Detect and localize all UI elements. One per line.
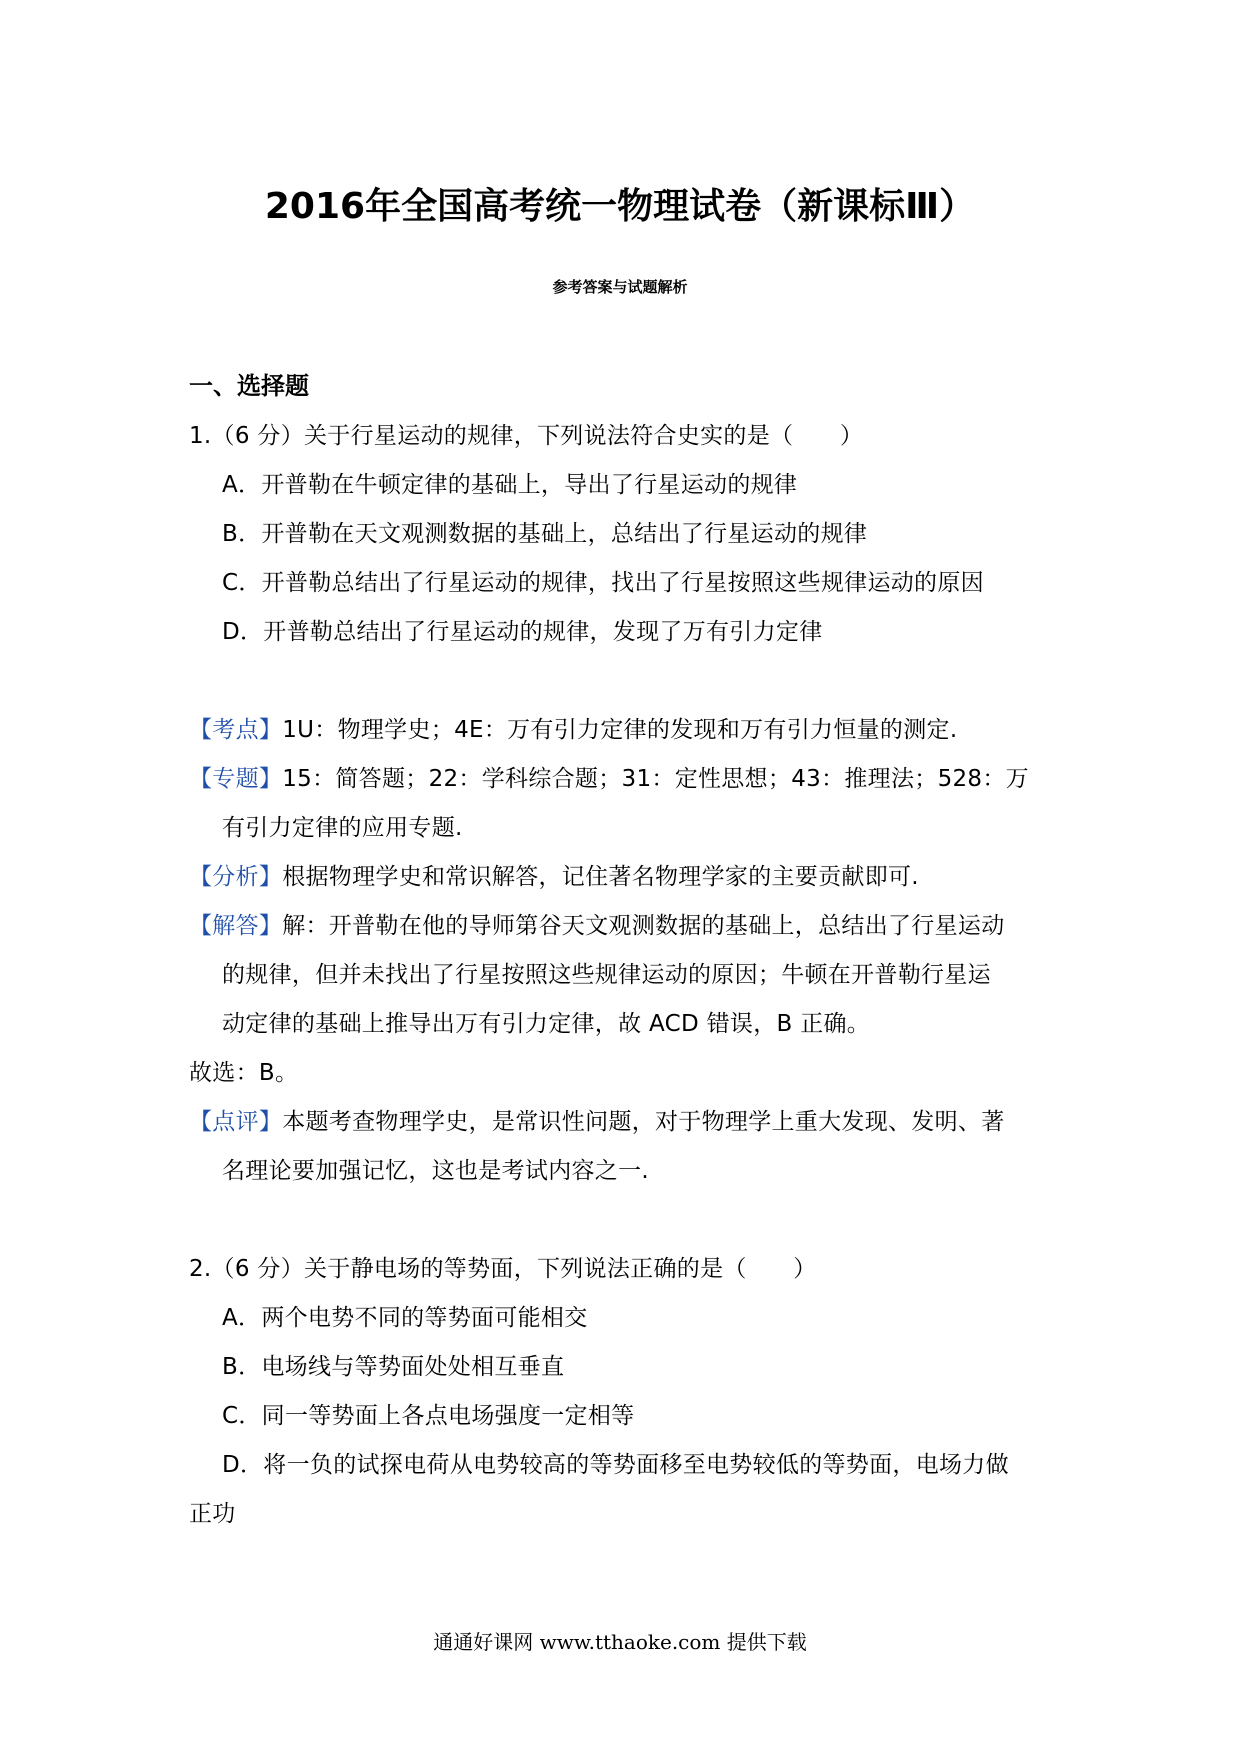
question-1-option-c: C．开普勒总结出了行星运动的规律，找出了行星按照这些规律运动的原因 (222, 570, 984, 596)
document-title: 2016年全国高考统一物理试卷（新课标Ⅲ） (264, 186, 976, 227)
zhuanti-text: 15：简答题；22：学科综合题；31：定性思想；43：推理法；528：万 (282, 766, 1029, 792)
dianping-tag: 【点评】 (189, 1109, 283, 1135)
question-1-stem: 1.（6 分）关于行星运动的规律，下列说法符合史实的是（ ） (189, 423, 864, 449)
question-2-stem: 2.（6 分）关于静电场的等势面，下列说法正确的是（ ） (189, 1256, 817, 1282)
kaodian-text: 1U：物理学史；4E：万有引力定律的发现和万有引力恒量的测定. (282, 717, 958, 743)
question-1-option-a: A．开普勒在牛顿定律的基础上，导出了行星运动的规律 (222, 472, 798, 498)
jieda-text: 解：开普勒在他的导师第谷天文观测数据的基础上，总结出了行星运动 (282, 913, 1005, 939)
jieda-tag: 【解答】 (189, 913, 283, 939)
fenxi-text: 根据物理学史和常识解答，记住著名物理学家的主要贡献即可. (282, 864, 919, 890)
dianping-line (189, 1106, 1005, 1138)
fenxi-line (189, 861, 919, 893)
zhuanti-text-cont: 有引力定律的应用专题. (222, 815, 463, 841)
kaodian-line (189, 714, 957, 746)
zhuanti-line (189, 763, 1029, 795)
question-1-option-b: B．开普勒在天文观测数据的基础上，总结出了行星运动的规律 (222, 521, 868, 547)
jieda-line (189, 910, 1005, 942)
question-2-option-b: B．电场线与等势面处处相互垂直 (222, 1354, 565, 1380)
question-2-option-d: D．将一负的试探电荷从电势较高的等势面移至电势较低的等势面，电场力做 (222, 1452, 1009, 1478)
footer-text: 通通好课网 www.tthaoke.com 提供下载 (433, 1630, 807, 1654)
fenxi-tag: 【分析】 (189, 864, 283, 890)
question-2-option-c: C．同一等势面上各点电场强度一定相等 (222, 1403, 635, 1429)
kaodian-tag: 【考点】 (189, 717, 283, 743)
jieda-text-cont-2: 动定律的基础上推导出万有引力定律，故 ACD 错误，B 正确。 (222, 1011, 871, 1037)
dianping-text-cont: 名理论要加强记忆，这也是考试内容之一. (222, 1158, 650, 1184)
jieda-text-cont-1: 的规律，但并未找出了行星按照这些规律运动的原因；牛顿在开普勒行星运 (222, 962, 991, 988)
zhuanti-tag: 【专题】 (189, 766, 283, 792)
document-subtitle: 参考答案与试题解析 (552, 278, 688, 296)
dianping-text: 本题考查物理学史，是常识性问题，对于物理学上重大发现、发明、著 (282, 1109, 1005, 1135)
question-1-option-d: D．开普勒总结出了行星运动的规律，发现了万有引力定律 (222, 619, 823, 645)
question-2-option-d-cont: 正功 (189, 1501, 236, 1527)
section-heading: 一、选择题 (189, 371, 309, 400)
answer-line: 故选：B。 (189, 1060, 299, 1086)
question-2-option-a: A．两个电势不同的等势面可能相交 (222, 1305, 588, 1331)
